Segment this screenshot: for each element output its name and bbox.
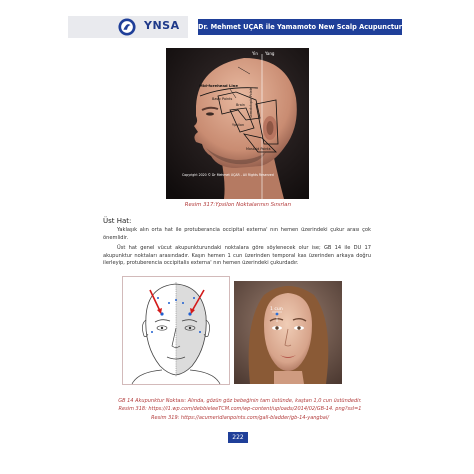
page-header <box>68 16 407 38</box>
basic-points-label: Basic Points <box>212 97 233 101</box>
caption-gb14: GB 14 Akupunktur Noktası: Alında, gözün göz bebeğinin tam üstünde, kaştan 1,0 cun üstündedir. <box>118 398 362 404</box>
section-title: Üst Hat: <box>103 217 132 225</box>
head-profile-figure <box>166 48 309 199</box>
caption-318: Resim 318: https://i1.wp.com/debbieleeTCM.com/wp-content/uploads/2014/02/GB-14. png?ssl=1 <box>118 406 362 413</box>
yin-label: Yin <box>252 51 258 56</box>
copyright-text: Copyright 2020 © Dr Mehmet UÇAR - All Rights Reserved <box>182 173 274 177</box>
paragraph-1: Yaklaşık alın orta hat ile protuberancia occipital externa' nın hemen üzerindeki çukur arası çok önemlidir. <box>103 227 371 241</box>
brand-name: YNSA <box>144 19 180 32</box>
figure-caption-317: Resim 317:Ypsilon Noktalarının Sınırları <box>184 202 292 208</box>
paragraph-2: Üst hat genel vücut akupunkturundaki noktalara göre söylenecek olur ise; GB 14 ile DU 17 akupunktur noktaları arasındadır. Kaşın hemen 1 cun üzerinden temporal kas üzerinden arkaya doğru ilerleyip, protuberencia occipitalis externa' nın hemen üzerindeki çukurdadır. <box>103 245 371 267</box>
header-title: Dr. Mehmet UÇAR ile Yamamoto New Scalp Acupuncture <box>198 19 402 35</box>
ypsilon-label: Ypsilon <box>232 123 245 127</box>
yang-label: Yang <box>265 51 275 56</box>
somatotopic-label: Somatotopic Points <box>249 87 253 118</box>
ynsa-logo-icon <box>118 18 136 36</box>
face-diagram-figure <box>122 276 230 385</box>
brand-block <box>68 16 188 38</box>
midline-label: Mid-forehead Line <box>199 83 238 88</box>
brain-label: Brain <box>236 103 245 107</box>
mastoid-label: Mastoid Points <box>246 147 271 151</box>
caption-319: Resim 319: https://acumeridianpoints.com/gall-bladder/gb-14-yangbai/ <box>151 414 329 421</box>
page-number: 222 <box>228 432 248 443</box>
bottom-captions <box>102 397 378 422</box>
face-photo-figure <box>234 281 342 384</box>
cun-label: 1 cun <box>270 307 283 312</box>
